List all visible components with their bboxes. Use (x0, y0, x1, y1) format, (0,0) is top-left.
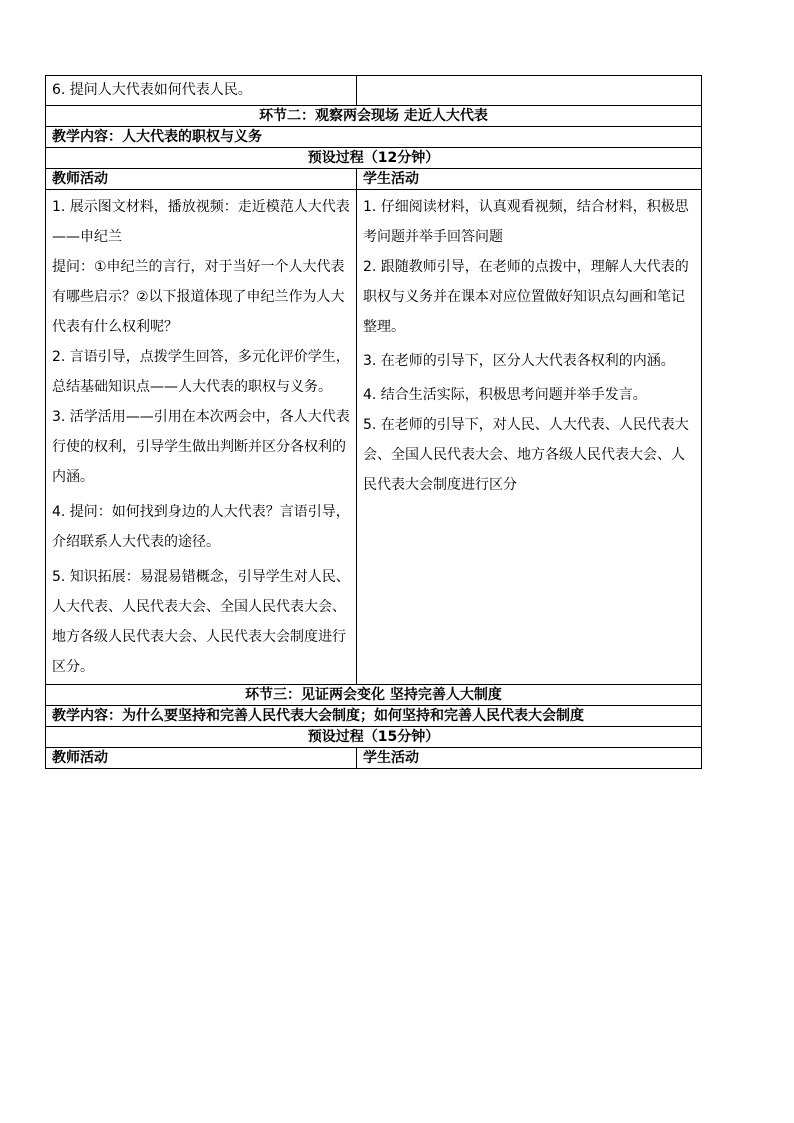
student-item-5: 5. 在老师的引导下，对人民、人大代表、人民代表大会、全国人民代表大会、地方各级人民代表大会、人民代表大会制度进行区分 (363, 417, 689, 493)
section-content-row (46, 706, 702, 727)
student-item-1: 1. 仔细阅读材料，认真观看视频，结合材料，积极思考问题并举手回答问题 (363, 199, 689, 245)
student-activity-cell (357, 190, 702, 685)
prev-student-cell (357, 76, 702, 106)
section-process-row (46, 727, 702, 748)
table-row (46, 76, 702, 106)
teacher-activity-header: 教师活动 (46, 748, 357, 769)
section2-content: 教学内容：人大代表的职权与义务 (46, 127, 702, 148)
student-activity-header: 学生活动 (357, 748, 702, 769)
column-header-row (46, 748, 702, 769)
section3-content: 教学内容：为什么要坚持和完善人民代表大会制度；如何坚持和完善人民代表大会制度 (46, 706, 702, 727)
teacher-item-question: 提问：①申纪兰的言行，对于当好一个人大代表有哪些启示？②以下报道体现了申纪兰作为人大代表有什么权利呢？ (52, 259, 345, 335)
section-title-row (46, 685, 702, 706)
section-process-row (46, 148, 702, 169)
section-content-row (46, 127, 702, 148)
lesson-plan-table (45, 75, 702, 769)
teacher-item-3: 3. 活学活用——引用在本次两会中，各人大代表行使的权利，引导学生做出判断并区分各权利的内涵。 (52, 409, 350, 485)
activity-body-row (46, 190, 702, 685)
teacher-item-4: 4. 提问：如何找到身边的人大代表？言语引导，介绍联系人大代表的途径。 (52, 504, 350, 550)
teacher-item-2: 2. 言语引导，点拨学生回答，多元化评价学生，总结基础知识点——人大代表的职权与义务。 (52, 349, 350, 395)
section3-title: 环节三：见证两会变化 坚持完善人大制度 (46, 685, 702, 706)
teacher-item-1: 1. 展示图文材料，播放视频：走近模范人大代表——申纪兰 (52, 199, 350, 245)
section2-process: 预设过程（12分钟） (46, 148, 702, 169)
student-item-2: 2. 跟随教师引导，在老师的点拨中，理解人大代表的职权与义务并在课本对应位置做好知识点勾画和笔记整理。 (363, 259, 689, 335)
section-title-row (46, 106, 702, 127)
student-activity-header: 学生活动 (357, 169, 702, 190)
column-header-row (46, 169, 702, 190)
section3-process: 预设过程（15分钟） (46, 727, 702, 748)
teacher-activity-cell (46, 190, 357, 685)
teacher-item-5: 5. 知识拓展：易混易错概念，引导学生对人民、人大代表、人民代表大会、全国人民代表大会、地方各级人民代表大会、人民代表大会制度进行区分。 (52, 569, 350, 675)
prev-teacher-cell: 6. 提问人大代表如何代表人民。 (46, 76, 357, 106)
teacher-activity-header: 教师活动 (46, 169, 357, 190)
section2-title: 环节二：观察两会现场 走近人大代表 (46, 106, 702, 127)
student-item-3: 3. 在老师的引导下，区分人大代表各权利的内涵。 (363, 353, 675, 369)
student-item-4: 4. 结合生活实际，积极思考问题并举手发言。 (363, 387, 647, 403)
